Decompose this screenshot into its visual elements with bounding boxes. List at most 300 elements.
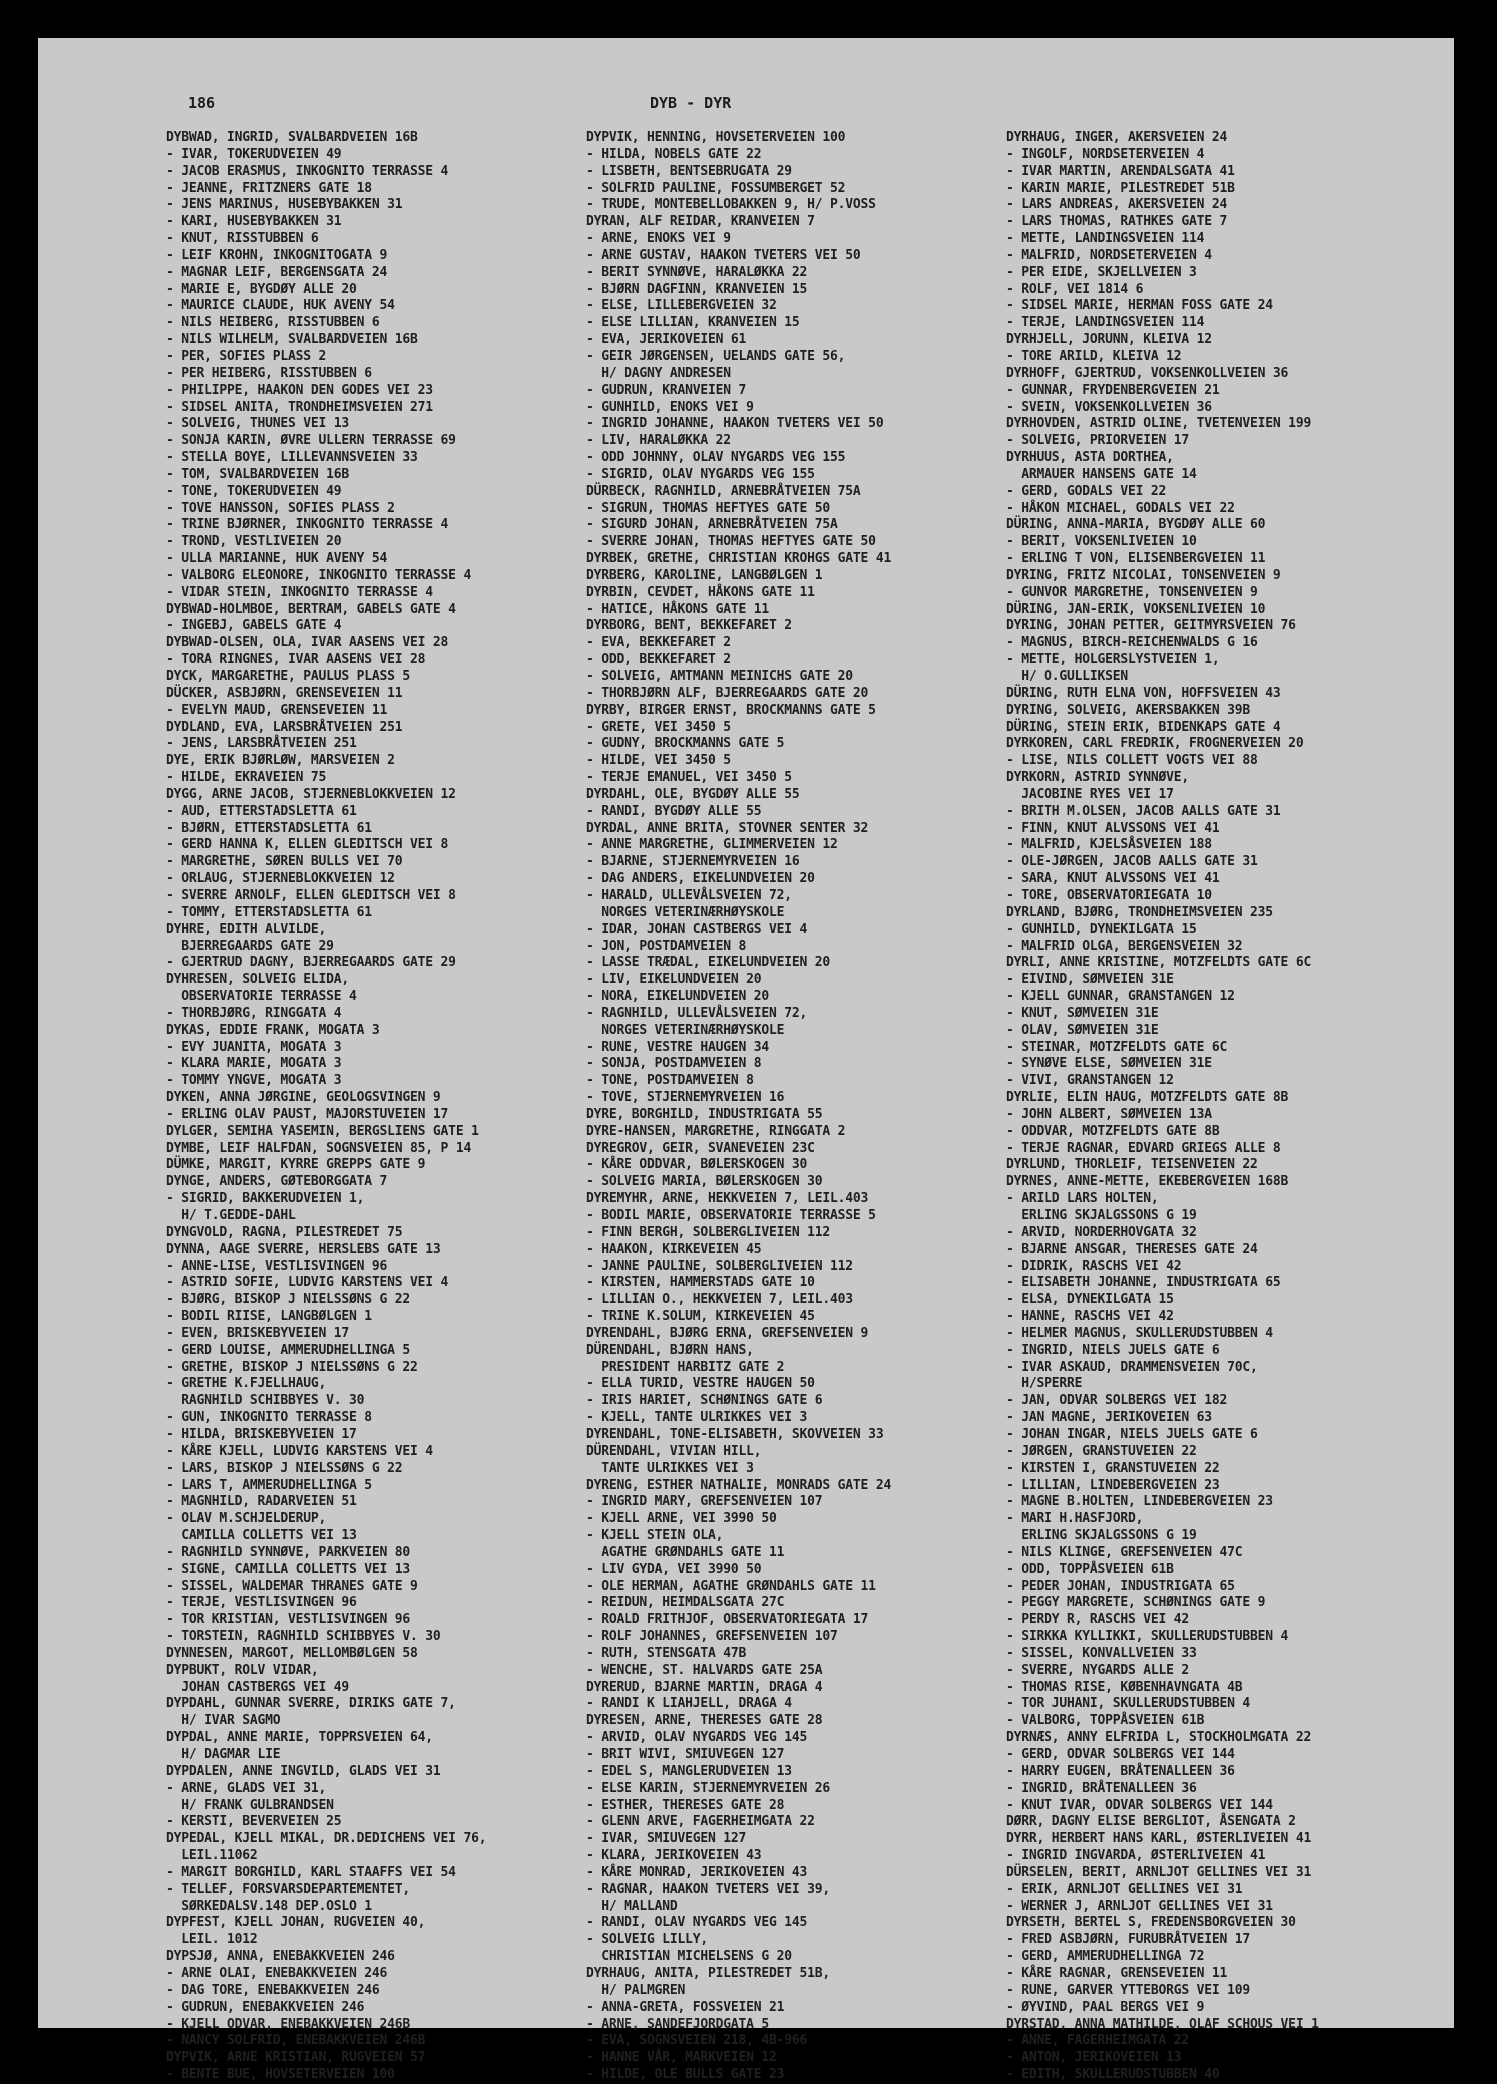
directory-entry: DYRBORG, BENT, BEKKEFARET 2 xyxy=(586,618,792,634)
directory-entry: - GERD LOUISE, AMMERUDHELLINGA 5 xyxy=(166,1342,411,1358)
directory-entry: - ANNA-GRETA, FOSSVEIEN 21 xyxy=(586,1999,785,2015)
directory-entry: - MAGNAR LEIF, BERGENSGATA 24 xyxy=(166,264,388,280)
directory-entry: - MARGRETHE, SØREN BULLS VEI 70 xyxy=(166,854,403,870)
directory-entry: SØRKEDALSV.148 DEP.OSLO 1 xyxy=(166,1898,372,1914)
directory-entry: - KERSTI, BEVERVEIEN 25 xyxy=(166,1814,342,1830)
directory-entry: - FRED ASBJØRN, FURUBRÅTVEIEN 17 xyxy=(1006,1932,1251,1948)
directory-entry: - INGRID, NIELS JUELS GATE 6 xyxy=(1006,1342,1220,1358)
directory-entry: JACOBINE RYES VEI 17 xyxy=(1006,786,1174,802)
directory-entry: DÜMKE, MARGIT, KYRRE GREPPS GATE 9 xyxy=(166,1157,426,1173)
directory-entry: - BENTE BUE, HOVSETERVEIEN 100 xyxy=(166,2067,395,2083)
directory-entry: - STELLA BOYE, LILLEVANNSVEIEN 33 xyxy=(166,450,418,466)
directory-entry: DYREGROV, GEIR, SVANEVEIEN 23C xyxy=(586,1140,815,1156)
directory-entry: - RAGNAR, HAAKON TVETERS VEI 39, xyxy=(586,1881,831,1897)
directory-entry: - ERLING OLAV PAUST, MAJORSTUVEIEN 17 xyxy=(166,1106,449,1122)
directory-entry: DYRBEK, GRETHE, CHRISTIAN KROHGS GATE 41 xyxy=(586,551,892,567)
directory-entry: - TELLEF, FORSVARSDEPARTEMENTET, xyxy=(166,1881,411,1897)
directory-entry: - KNUT, RISSTUBBEN 6 xyxy=(166,231,319,247)
directory-entry: H/ DAGNY ANDRESEN xyxy=(586,365,731,381)
directory-entry: DYRLIE, ELIN HAUG, MOTZFELDTS GATE 8B xyxy=(1006,1090,1289,1106)
directory-entry: - WENCHE, ST. HALVARDS GATE 25A xyxy=(586,1662,823,1678)
directory-entry: - EIVIND, SØMVEIEN 31E xyxy=(1006,972,1174,988)
directory-entry: - SOLVEIG MARIA, BØLERSKOGEN 30 xyxy=(586,1174,823,1190)
directory-entry: DYRHOVDEN, ASTRID OLINE, TVETENVEIEN 199 xyxy=(1006,416,1312,432)
directory-entry: DYRKORN, ASTRID SYNNØVE, xyxy=(1006,770,1190,786)
directory-entry: DYLGER, SEMIHA YASEMIN, BERGSLIENS GATE 1 xyxy=(166,1123,479,1139)
directory-entry: - MALFRID OLGA, BERGENSVEIEN 32 xyxy=(1006,938,1243,954)
directory-entry: - GERD, AMMERUDHELLINGA 72 xyxy=(1006,1949,1205,1965)
directory-entry: - LISE, NILS COLLETT VOGTS VEI 88 xyxy=(1006,753,1258,769)
directory-entry: - GERD, GODALS VEI 22 xyxy=(1006,483,1167,499)
directory-entry: - INGEBJ, GABELS GATE 4 xyxy=(166,618,342,634)
directory-entry: - ERLING T VON, ELISENBERGVEIEN 11 xyxy=(1006,551,1266,567)
directory-entry: - ANNE, FAGERHEIMGATA 22 xyxy=(1006,2033,1190,2049)
directory-entry: DYE, ERIK BJØRLØW, MARSVEIEN 2 xyxy=(166,753,395,769)
directory-entry: - SIGRUN, THOMAS HEFTYES GATE 50 xyxy=(586,500,831,516)
directory-entry: - VIVI, GRANSTANGEN 12 xyxy=(1006,1073,1174,1089)
directory-entry: - INGRID INGVARDA, ØSTERLIVEIEN 41 xyxy=(1006,1848,1266,1864)
directory-entry: - HARALD, ULLEVÅLSVEIEN 72, xyxy=(586,887,792,903)
directory-entry: - PEGGY MARGRETE, SCHØNINGS GATE 9 xyxy=(1006,1595,1266,1611)
directory-entry: - GUDRUN, KRANVEIEN 7 xyxy=(586,382,747,398)
directory-entry: - KNUT, SØMVEIEN 31E xyxy=(1006,1005,1159,1021)
directory-entry: - LARS T, AMMERUDHELLINGA 5 xyxy=(166,1477,372,1493)
directory-entry: - TONE, TOKERUDVEIEN 49 xyxy=(166,483,342,499)
directory-entry: - BODIL MARIE, OBSERVATORIE TERRASSE 5 xyxy=(586,1208,876,1223)
directory-entry: DYRENDAHL, TONE-ELISABETH, SKOVVEIEN 33 xyxy=(586,1426,884,1442)
directory-entry: - SVERRE ARNOLF, ELLEN GLEDITSCH VEI 8 xyxy=(166,887,456,903)
directory-entry: DÜRENDAHL, BJØRN HANS, xyxy=(586,1342,754,1358)
directory-entry: - GUNNAR, FRYDENBERGVEIEN 21 xyxy=(1006,382,1220,398)
directory-entry: DYPVIK, ARNE KRISTIAN, RUGVEIEN 57 xyxy=(166,2050,426,2066)
directory-entry: - SOLVEIG, PRIORVEIEN 17 xyxy=(1006,433,1190,449)
directory-entry: - EVEN, BRISKEBYVEIEN 17 xyxy=(166,1325,350,1341)
directory-entry: - GRETHE, BISKOP J NIELSSØNS G 22 xyxy=(166,1359,418,1375)
directory-entry: - WERNER J, ARNLJOT GELLINES VEI 31 xyxy=(1006,1898,1273,1914)
directory-entry: DÜRING, STEIN ERIK, BIDENKAPS GATE 4 xyxy=(1006,719,1281,735)
directory-entry: - ODD, TOPPÅSVEIEN 61B xyxy=(1006,1561,1174,1577)
directory-entry: - BJARNE, STJERNEMYRVEIEN 16 xyxy=(586,854,800,870)
directory-entry: - ELSA, DYNEKILGATA 15 xyxy=(1006,1292,1174,1308)
directory-entry: - HARRY EUGEN, BRÅTENALLEEN 36 xyxy=(1006,1763,1235,1779)
directory-entry: H/SPERRE xyxy=(1006,1376,1083,1392)
directory-entry: - AUD, ETTERSTADSLETTA 61 xyxy=(166,803,357,819)
directory-entry: - STEINAR, MOTZFELDTS GATE 6C xyxy=(1006,1039,1228,1055)
directory-entry: - THORBJØRN ALF, BJERREGAARDS GATE 20 xyxy=(586,685,869,701)
directory-entry: - TOR KRISTIAN, VESTLISVINGEN 96 xyxy=(166,1612,411,1628)
directory-entry: - INGOLF, NORDSETERVEIEN 4 xyxy=(1006,146,1205,162)
directory-entry: DYPFEST, KJELL JOHAN, RUGVEIEN 40, xyxy=(166,1915,426,1931)
directory-entry: OBSERVATORIE TERRASSE 4 xyxy=(166,989,357,1005)
directory-entry: DÜRING, RUTH ELNA VON, HOFFSVEIEN 43 xyxy=(1006,685,1281,701)
directory-entry: - GRETHE K.FJELLHAUG, xyxy=(166,1376,327,1392)
directory-entry: - TOM, SVALBARDVEIEN 16B xyxy=(166,466,350,482)
directory-entry: JOHAN CASTBERGS VEI 49 xyxy=(166,1679,350,1695)
directory-entry: - TORSTEIN, RAGNHILD SCHIBBYES V. 30 xyxy=(166,1629,441,1645)
directory-entry: - SISSEL, WALDEMAR THRANES GATE 9 xyxy=(166,1578,418,1594)
directory-entry: DYPBUKT, ROLV VIDAR, xyxy=(166,1662,319,1678)
directory-entry: - HANNE, RASCHS VEI 42 xyxy=(1006,1309,1174,1325)
directory-entry: - ANTON, JERIKOVEIEN 13 xyxy=(1006,2050,1182,2066)
directory-entry: - ELSE KARIN, STJERNEMYRVEIEN 26 xyxy=(586,1780,831,1796)
directory-entry: - SVERRE, NYGARDS ALLE 2 xyxy=(1006,1662,1190,1678)
directory-entry: DYRHJELL, JORUNN, KLEIVA 12 xyxy=(1006,332,1212,348)
directory-entry: - ARNE, ENOKS VEI 9 xyxy=(586,231,731,247)
directory-entry: - ODDVAR, MOTZFELDTS GATE 8B xyxy=(1006,1123,1220,1139)
directory-entry: - EVA, BEKKEFARET 2 xyxy=(586,635,731,651)
directory-page xyxy=(38,38,1454,2083)
directory-entry: DYPSJØ, ANNA, ENEBAKKVEIEN 246 xyxy=(166,1949,395,1965)
directory-entry: H/ O.GULLIKSEN xyxy=(1006,669,1129,684)
directory-entry: - RUTH, STENSGATA 47B xyxy=(586,1645,747,1661)
directory-entry: DYHRESEN, SOLVEIG ELIDA, xyxy=(166,972,350,988)
directory-entry: DYRKOREN, CARL FREDRIK, FROGNERVEIEN 20 xyxy=(1006,736,1304,752)
directory-entry: RAGNHILD SCHIBBYES V. 30 xyxy=(166,1393,365,1409)
directory-entry: - SIDSEL ANITA, TRONDHEIMSVEIEN 271 xyxy=(166,399,433,415)
directory-entry: - LIV GYDA, VEI 3990 50 xyxy=(586,1561,762,1577)
directory-entry: - TERJE, LANDINGSVEIEN 114 xyxy=(1006,315,1205,331)
directory-column-2 xyxy=(586,130,891,2084)
directory-entry: DYRR, HERBERT HANS KARL, ØSTERLIVEIEN 41 xyxy=(1006,1831,1312,1847)
directory-entry: - TROND, VESTLIVEIEN 20 xyxy=(166,534,342,550)
directory-entry: - KJELL STEIN OLA, xyxy=(586,1528,724,1544)
directory-entry: - ARNE, GLADS VEI 31, xyxy=(166,1780,327,1796)
directory-entry: - OLAV M.SCHJELDERUP, xyxy=(166,1511,327,1527)
directory-entry: NORGES VETERINÆRHØYSKOLE xyxy=(586,1022,785,1038)
directory-entry: - THORBJØRG, RINGGATA 4 xyxy=(166,1005,342,1021)
directory-entry: - OLE-JØRGEN, JACOB AALLS GATE 31 xyxy=(1006,854,1258,870)
directory-entry: DÜRENDAHL, VIVIAN HILL, xyxy=(586,1443,762,1459)
directory-entry: - SIGRID, OLAV NYGARDS VEG 155 xyxy=(586,466,815,482)
directory-entry: - JAN MAGNE, JERIKOVEIEN 63 xyxy=(1006,1410,1212,1426)
directory-entry: BJERREGAARDS GATE 29 xyxy=(166,938,334,954)
directory-entry: - ORLAUG, STJERNEBLOKKVEIEN 12 xyxy=(166,871,395,887)
directory-entry: - KLARA, JERIKOVEIEN 43 xyxy=(586,1848,762,1864)
directory-entry: - EVY JUANITA, MOGATA 3 xyxy=(166,1039,342,1055)
directory-entry: - TERJE, VESTLISVINGEN 96 xyxy=(166,1595,357,1611)
directory-entry: - JACOB ERASMUS, INKOGNITO TERRASSE 4 xyxy=(166,163,449,179)
directory-entry: - VALBORG ELEONORE, INKOGNITO TERRASSE 4 xyxy=(166,567,472,583)
directory-entry: DYMBE, LEIF HALFDAN, SOGNSVEIEN 85, P 14 xyxy=(166,1140,472,1156)
directory-entry: - NILS KLINGE, GREFSENVEIEN 47C xyxy=(1006,1544,1243,1560)
directory-entry: - BJARNE ANSGAR, THERESES GATE 24 xyxy=(1006,1241,1258,1257)
directory-entry: DYRNÆS, ANNY ELFRIDA L, STOCKHOLMGATA 22 xyxy=(1006,1730,1312,1746)
directory-entry: - SIGRID, BAKKERUDVEIEN 1, xyxy=(166,1191,365,1207)
directory-entry: - ULLA MARIANNE, HUK AVENY 54 xyxy=(166,551,388,567)
directory-entry: DYPDALEN, ANNE INGVILD, GLADS VEI 31 xyxy=(166,1763,441,1779)
directory-entry: DYRESEN, ARNE, THERESES GATE 28 xyxy=(586,1713,823,1729)
directory-entry: DYPDAL, ANNE MARIE, TOPPRSVEIEN 64, xyxy=(166,1730,433,1746)
directory-entry: - GRETE, VEI 3450 5 xyxy=(586,719,731,735)
page-number: 186 xyxy=(188,94,216,112)
directory-entry: - HELMER MAGNUS, SKULLERUDSTUBBEN 4 xyxy=(1006,1325,1273,1341)
directory-entry: - SYNØVE ELSE, SØMVEIEN 31E xyxy=(1006,1056,1212,1072)
directory-entry: - EDEL S, MANGLERUDVEIEN 13 xyxy=(586,1763,792,1779)
directory-entry: DYRDAHL, OLE, BYGDØY ALLE 55 xyxy=(586,786,800,802)
directory-entry: - RUNE, VESTRE HAUGEN 34 xyxy=(586,1039,770,1055)
directory-entry: - PER HEIBERG, RISSTUBBEN 6 xyxy=(166,365,372,381)
directory-entry: - BODIL RIISE, LANGBØLGEN 1 xyxy=(166,1309,372,1325)
directory-entry: DYRING, JOHAN PETTER, GEITMYRSVEIEN 76 xyxy=(1006,618,1296,634)
directory-entry: - METTE, LANDINGSVEIEN 114 xyxy=(1006,231,1205,247)
directory-entry: - BRITH M.OLSEN, JACOB AALLS GATE 31 xyxy=(1006,803,1281,819)
directory-entry: - IVAR, SMIUVEGEN 127 xyxy=(586,1831,747,1847)
directory-entry: - LIV, EIKELUNDVEIEN 20 xyxy=(586,972,762,988)
directory-entry: - KJELL ODVAR, ENEBAKKVEIEN 246B xyxy=(166,2016,411,2032)
directory-entry: - JENS MARINUS, HUSEBYBAKKEN 31 xyxy=(166,197,403,213)
directory-entry: - GUN, INKOGNITO TERRASSE 8 xyxy=(166,1410,372,1426)
directory-entry: - EDITH, SKULLERUDSTUBBEN 40 xyxy=(1006,2067,1220,2083)
directory-entry: - ROALD FRITHJOF, OBSERVATORIEGATA 17 xyxy=(586,1612,869,1628)
directory-entry: CAMILLA COLLETTS VEI 13 xyxy=(166,1528,357,1544)
directory-entry: - MAGNUS, BIRCH-REICHENWALDS G 16 xyxy=(1006,635,1258,651)
directory-entry: - KNUT IVAR, ODVAR SOLBERGS VEI 144 xyxy=(1006,1797,1273,1813)
directory-entry: - TRINE BJØRNER, INKOGNITO TERRASSE 4 xyxy=(166,517,449,533)
directory-entry: ERLING SKJALGSSONS G 19 xyxy=(1006,1208,1197,1223)
directory-entry: - ARILD LARS HOLTEN, xyxy=(1006,1191,1159,1207)
directory-entry: DYRE, BORGHILD, INDUSTRIGATA 55 xyxy=(586,1106,823,1122)
directory-entry: DYKEN, ANNA JØRGINE, GEOLOGSVINGEN 9 xyxy=(166,1090,441,1106)
directory-entry: - ANNE-LISE, VESTLISVINGEN 96 xyxy=(166,1258,388,1274)
directory-entry: - SISSEL, KONVALLVEIEN 33 xyxy=(1006,1645,1197,1661)
directory-entry: - PHILIPPE, HAAKON DEN GODES VEI 23 xyxy=(166,382,433,398)
directory-entry: DYRBY, BIRGER ERNST, BROCKMANNS GATE 5 xyxy=(586,702,876,718)
directory-entry: - MALFRID, KJELSÅSVEIEN 188 xyxy=(1006,837,1212,853)
directory-entry: AGATHE GRØNDAHLS GATE 11 xyxy=(586,1544,785,1560)
directory-entry: DYCK, MARGARETHE, PAULUS PLASS 5 xyxy=(166,669,411,684)
directory-entry: DYRLAND, BJØRG, TRONDHEIMSVEIEN 235 xyxy=(1006,904,1273,920)
directory-entry: - REIDUN, HEIMDALSGATA 27C xyxy=(586,1595,785,1611)
directory-entry: - INGRID JOHANNE, HAAKON TVETERS VEI 50 xyxy=(586,416,884,432)
directory-entry: - GJERTRUD DAGNY, BJERREGAARDS GATE 29 xyxy=(166,955,456,971)
directory-entry: - IVAR ASKAUD, DRAMMENSVEIEN 70C, xyxy=(1006,1359,1258,1375)
directory-entry: - ASTRID SOFIE, LUDVIG KARSTENS VEI 4 xyxy=(166,1275,449,1291)
directory-entry: - EVELYN MAUD, GRENSEVEIEN 11 xyxy=(166,702,388,718)
directory-entry: DYRHUUS, ASTA DORTHEA, xyxy=(1006,450,1174,466)
directory-entry: - ELLA TURID, VESTRE HAUGEN 50 xyxy=(586,1376,815,1392)
directory-entry: DØRR, DAGNY ELISE BERGLIOT, ÅSENGATA 2 xyxy=(1006,1814,1296,1830)
directory-entry: - RANDI, OLAV NYGARDS VEG 145 xyxy=(586,1915,808,1931)
directory-entry: DYBWAD-HOLMBOE, BERTRAM, GABELS GATE 4 xyxy=(166,601,456,617)
directory-entry: DYNNESEN, MARGOT, MELLOMBØLGEN 58 xyxy=(166,1645,418,1661)
directory-entry: - KIRSTEN I, GRANSTUVEIEN 22 xyxy=(1006,1460,1220,1476)
directory-entry: - ARVID, NORDERHOVGATA 32 xyxy=(1006,1224,1197,1240)
directory-entry: - BERIT, VOKSENLIVEIEN 10 xyxy=(1006,534,1197,550)
directory-entry: - THOMAS RISE, KØBENHAVNGATA 4B xyxy=(1006,1679,1243,1695)
directory-entry: - TORA RINGNES, IVAR AASENS VEI 28 xyxy=(166,652,426,668)
directory-entry: - HILDA, BRISKEBYVEIEN 17 xyxy=(166,1426,357,1442)
directory-entry: - DAG TORE, ENEBAKKVEIEN 246 xyxy=(166,1982,380,1998)
directory-entry: - OLAV, SØMVEIEN 31E xyxy=(1006,1022,1159,1038)
directory-entry: - DIDRIK, RASCHS VEI 42 xyxy=(1006,1258,1182,1274)
directory-entry: - KJELL ARNE, VEI 3990 50 xyxy=(586,1511,777,1527)
directory-entry: - ARNE, SANDEFJORDGATA 5 xyxy=(586,2016,770,2032)
directory-entry: - ARNE GUSTAV, HAAKON TVETERS VEI 50 xyxy=(586,247,861,263)
directory-entry: DYRBIN, CEVDET, HÅKONS GATE 11 xyxy=(586,584,815,600)
directory-entry: - LARS, BISKOP J NIELSSØNS G 22 xyxy=(166,1460,403,1476)
directory-entry: - SOLFRID PAULINE, FOSSUMBERGET 52 xyxy=(586,180,846,196)
directory-entry: - TOVE, STJERNEMYRVEIEN 16 xyxy=(586,1090,785,1106)
directory-entry: - RANDI, BYGDØY ALLE 55 xyxy=(586,803,762,819)
directory-entry: DYRLI, ANNE KRISTINE, MOTZFELDTS GATE 6C xyxy=(1006,955,1312,971)
directory-entry: - SONJA KARIN, ØVRE ULLERN TERRASSE 69 xyxy=(166,433,456,449)
directory-entry: - IDAR, JOHAN CASTBERGS VEI 4 xyxy=(586,921,808,937)
directory-entry: - ROLF, VEI 1814 6 xyxy=(1006,281,1144,297)
directory-entry: - NILS HEIBERG, RISSTUBBEN 6 xyxy=(166,315,380,331)
directory-entry: - TRINE K.SOLUM, KIRKEVEIEN 45 xyxy=(586,1309,815,1325)
directory-entry: - LILLIAN, LINDEBERGVEIEN 23 xyxy=(1006,1477,1220,1493)
directory-entry: DYRNES, ANNE-METTE, EKEBERGVEIEN 168B xyxy=(1006,1174,1289,1190)
directory-entry: - KIRSTEN, HAMMERSTADS GATE 10 xyxy=(586,1275,815,1291)
directory-entry: PRESIDENT HARBITZ GATE 2 xyxy=(586,1359,785,1375)
directory-entry: - KARI, HUSEBYBAKKEN 31 xyxy=(166,214,342,230)
directory-entry: - HILDE, OLE BULLS GATE 23 xyxy=(586,2067,785,2083)
directory-entry: - FINN, KNUT ALVSSONS VEI 41 xyxy=(1006,820,1220,836)
directory-entry: - ODD JOHNNY, OLAV NYGARDS VEG 155 xyxy=(586,450,846,466)
directory-entry: DYRHAUG, ANITA, PILESTREDET 51B, xyxy=(586,1965,831,1981)
directory-entry: DYBWAD, INGRID, SVALBARDVEIEN 16B xyxy=(166,130,418,145)
directory-entry: - PERDY R, RASCHS VEI 42 xyxy=(1006,1612,1190,1628)
directory-entry: - RUNE, GARVER YTTEBORGS VEI 109 xyxy=(1006,1982,1251,1998)
directory-entry: - LIV, HARALØKKA 22 xyxy=(586,433,731,449)
directory-entry: - ELSE LILLIAN, KRANVEIEN 15 xyxy=(586,315,800,331)
directory-entry: - GERD HANNA K, ELLEN GLEDITSCH VEI 8 xyxy=(166,837,449,853)
directory-entry: - MAGNHILD, RADARVEIEN 51 xyxy=(166,1494,357,1510)
directory-entry: - GEIR JØRGENSEN, UELANDS GATE 56, xyxy=(586,348,846,364)
directory-entry: - VALBORG, TOPPÅSVEIEN 61B xyxy=(1006,1713,1205,1729)
directory-entry: - SIGNE, CAMILLA COLLETTS VEI 13 xyxy=(166,1561,411,1577)
directory-entry: H/ MALLAND xyxy=(586,1898,678,1914)
directory-entry: DYRENDAHL, BJØRG ERNA, GREFSENVEIEN 9 xyxy=(586,1325,869,1341)
directory-entry: - LISBETH, BENTSEBRUGATA 29 xyxy=(586,163,792,179)
directory-entry: - GUNVOR MARGRETHE, TONSENVEIEN 9 xyxy=(1006,584,1258,600)
directory-entry: - JANNE PAULINE, SOLBERGLIVEIEN 112 xyxy=(586,1258,853,1274)
directory-entry: - JENS, LARSBRÅTVEIEN 251 xyxy=(166,736,357,752)
directory-entry: - INGRID MARY, GREFSENVEIEN 107 xyxy=(586,1494,823,1510)
directory-entry: - JON, POSTDAMVEIEN 8 xyxy=(586,938,747,954)
directory-entry: - PER, SOFIES PLASS 2 xyxy=(166,348,327,364)
directory-entry: DYRSTAD, ANNA MATHILDE, OLAF SCHOUS VEI 1 xyxy=(1006,2016,1319,2032)
directory-entry: ERLING SKJALGSSONS G 19 xyxy=(1006,1528,1197,1544)
directory-entry: - TONE, POSTDAMVEIEN 8 xyxy=(586,1073,754,1089)
directory-entry: - SVEIN, VOKSENKOLLVEIEN 36 xyxy=(1006,399,1212,415)
directory-entry: - DAG ANDERS, EIKELUNDVEIEN 20 xyxy=(586,871,815,887)
directory-entry: DYKAS, EDDIE FRANK, MOGATA 3 xyxy=(166,1022,380,1038)
directory-entry: DYRENG, ESTHER NATHALIE, MONRADS GATE 24 xyxy=(586,1477,892,1493)
directory-entry: - BRIT WIVI, SMIUVEGEN 127 xyxy=(586,1747,785,1762)
running-head: DYB - DYR xyxy=(650,94,732,112)
directory-entry: NORGES VETERINÆRHØYSKOLE xyxy=(586,904,785,920)
directory-entry: - TOVE HANSSON, SOFIES PLASS 2 xyxy=(166,500,395,516)
directory-entry: - HILDE, EKRAVEIEN 75 xyxy=(166,770,327,786)
directory-entry: DYRLUND, THORLEIF, TEISENVEIEN 22 xyxy=(1006,1157,1258,1173)
directory-entry: - IRIS HARIET, SCHØNINGS GATE 6 xyxy=(586,1393,823,1409)
directory-entry: - TORE, OBSERVATORIEGATA 10 xyxy=(1006,887,1212,903)
directory-entry: - LARS ANDREAS, AKERSVEIEN 24 xyxy=(1006,197,1228,213)
directory-entry: - MALFRID, NORDSETERVEIEN 4 xyxy=(1006,247,1212,263)
directory-entry: - JOHN ALBERT, SØMVEIEN 13A xyxy=(1006,1106,1212,1122)
directory-entry: - NORA, EIKELUNDVEIEN 20 xyxy=(586,989,770,1005)
directory-entry: - JØRGEN, GRANSTUVEIEN 22 xyxy=(1006,1443,1197,1459)
directory-entry: - BJØRN, ETTERSTADSLETTA 61 xyxy=(166,820,372,836)
directory-entry: - ELISABETH JOHANNE, INDUSTRIGATA 65 xyxy=(1006,1275,1281,1291)
directory-entry: DÜRING, ANNA-MARIA, BYGDØY ALLE 60 xyxy=(1006,517,1266,533)
directory-entry: - JAN, ODVAR SOLBERGS VEI 182 xyxy=(1006,1393,1228,1409)
directory-entry: - BERIT SYNNØVE, HARALØKKA 22 xyxy=(586,264,808,280)
directory-entry: DYNNA, AAGE SVERRE, HERSLEBS GATE 13 xyxy=(166,1241,441,1257)
directory-entry: - HILDA, NOBELS GATE 22 xyxy=(586,146,762,162)
directory-entry: - TOMMY YNGVE, MOGATA 3 xyxy=(166,1073,342,1089)
directory-entry: DYHRE, EDITH ALVILDE, xyxy=(166,921,327,937)
directory-entry: ARMAUER HANSENS GATE 14 xyxy=(1006,466,1197,482)
directory-entry: H/ T.GEDDE-DAHL xyxy=(166,1208,296,1223)
directory-entry: - TERJE RAGNAR, EDVARD GRIEGS ALLE 8 xyxy=(1006,1140,1281,1156)
directory-entry: DYRHAUG, INGER, AKERSVEIEN 24 xyxy=(1006,130,1228,145)
directory-entry: - SIRKKA KYLLIKKI, SKULLERUDSTUBBEN 4 xyxy=(1006,1629,1289,1645)
directory-entry: - ARNE OLAI, ENEBAKKVEIEN 246 xyxy=(166,1965,388,1981)
directory-entry: DYBWAD-OLSEN, OLA, IVAR AASENS VEI 28 xyxy=(166,635,449,651)
directory-entry: - TOMMY, ETTERSTADSLETTA 61 xyxy=(166,904,372,920)
directory-entry: - HILDE, VEI 3450 5 xyxy=(586,753,731,769)
directory-entry: - GUDNY, BROCKMANNS GATE 5 xyxy=(586,736,785,752)
directory-entry: - HAAKON, KIRKEVEIEN 45 xyxy=(586,1241,762,1257)
directory-entry: - NANCY SOLFRID, ENEBAKKVEIEN 246B xyxy=(166,2033,426,2049)
directory-entry: - NILS WILHELM, SVALBARDVEIEN 16B xyxy=(166,332,418,348)
directory-entry: - MARGIT BORGHILD, KARL STAAFFS VEI 54 xyxy=(166,1864,456,1880)
directory-entry: - KARIN MARIE, PILESTREDET 51B xyxy=(1006,180,1235,196)
directory-entry: - ODD, BEKKEFARET 2 xyxy=(586,652,731,668)
directory-entry: DÜRBECK, RAGNHILD, ARNEBRÅTVEIEN 75A xyxy=(586,483,861,499)
directory-entry: DYDLAND, EVA, LARSBRÅTVEIEN 251 xyxy=(166,719,403,735)
directory-entry: H/ DAGMAR LIE xyxy=(166,1747,281,1762)
directory-entry: LEIL.11062 xyxy=(166,1848,258,1864)
directory-entry: - BJØRG, BISKOP J NIELSSØNS G 22 xyxy=(166,1292,411,1308)
directory-entry: - LARS THOMAS, RATHKES GATE 7 xyxy=(1006,214,1228,230)
directory-entry: - BJØRN DAGFINN, KRANVEIEN 15 xyxy=(586,281,808,297)
directory-entry: - TRUDE, MONTEBELLOBAKKEN 9, H/ P.VOSS xyxy=(586,197,876,213)
directory-entry: - KJELL, TANTE ULRIKKES VEI 3 xyxy=(586,1410,808,1426)
directory-entry: - GUNHILD, DYNEKILGATA 15 xyxy=(1006,921,1197,937)
directory-entry: H/ IVAR SAGMO xyxy=(166,1713,281,1729)
directory-entry: - SOLVEIG, THUNES VEI 13 xyxy=(166,416,350,432)
directory-entry: - FINN BERGH, SOLBERGLIVEIEN 112 xyxy=(586,1224,831,1240)
directory-entry: - OLE HERMAN, AGATHE GRØNDAHLS GATE 11 xyxy=(586,1578,876,1594)
directory-entry: - KÅRE MONRAD, JERIKOVEIEN 43 xyxy=(586,1864,808,1880)
directory-entry: - EVA, JERIKOVEIEN 61 xyxy=(586,332,747,348)
directory-entry: DYRSETH, BERTEL S, FREDENSBORGVEIEN 30 xyxy=(1006,1915,1296,1931)
directory-entry: - EVA, SOGNSVEIEN 218, 4B-966 xyxy=(586,2033,808,2049)
directory-entry: - ARVID, OLAV NYGARDS VEG 145 xyxy=(586,1730,808,1746)
directory-entry: DYRERUD, BJARNE MARTIN, DRAGA 4 xyxy=(586,1679,823,1695)
directory-entry: - SOLVEIG, AMTMANN MEINICHS GATE 20 xyxy=(586,669,853,684)
directory-entry: - HÅKON MICHAEL, GODALS VEI 22 xyxy=(1006,500,1235,516)
directory-column-1 xyxy=(166,130,486,2084)
directory-entry: DYPVIK, HENNING, HOVSETERVEIEN 100 xyxy=(586,130,846,145)
directory-entry: - LEIF KROHN, INKOGNITOGATA 9 xyxy=(166,247,388,263)
directory-entry: DYNGVOLD, RAGNA, PILESTREDET 75 xyxy=(166,1224,403,1240)
directory-entry: - MAURICE CLAUDE, HUK AVENY 54 xyxy=(166,298,395,314)
directory-entry: - RAGNHILD, ULLEVÅLSVEIEN 72, xyxy=(586,1005,808,1021)
directory-entry: - SARA, KNUT ALVSSONS VEI 41 xyxy=(1006,871,1220,887)
directory-entry: - ESTHER, THERESES GATE 28 xyxy=(586,1797,785,1813)
directory-entry: - KÅRE RAGNAR, GRENSEVEIEN 11 xyxy=(1006,1965,1228,1981)
directory-entry: - TOR JUHANI, SKULLERUDSTUBBEN 4 xyxy=(1006,1696,1251,1712)
directory-entry: - SOLVEIG LILLY, xyxy=(586,1932,709,1948)
directory-entry: - IVAR, TOKERUDVEIEN 49 xyxy=(166,146,342,162)
directory-entry: DYGG, ARNE JACOB, STJERNEBLOKKVEIEN 12 xyxy=(166,786,456,802)
directory-entry: - JOHAN INGAR, NIELS JUELS GATE 6 xyxy=(1006,1426,1258,1442)
directory-entry: - GERD, ODVAR SOLBERGS VEI 144 xyxy=(1006,1747,1235,1762)
